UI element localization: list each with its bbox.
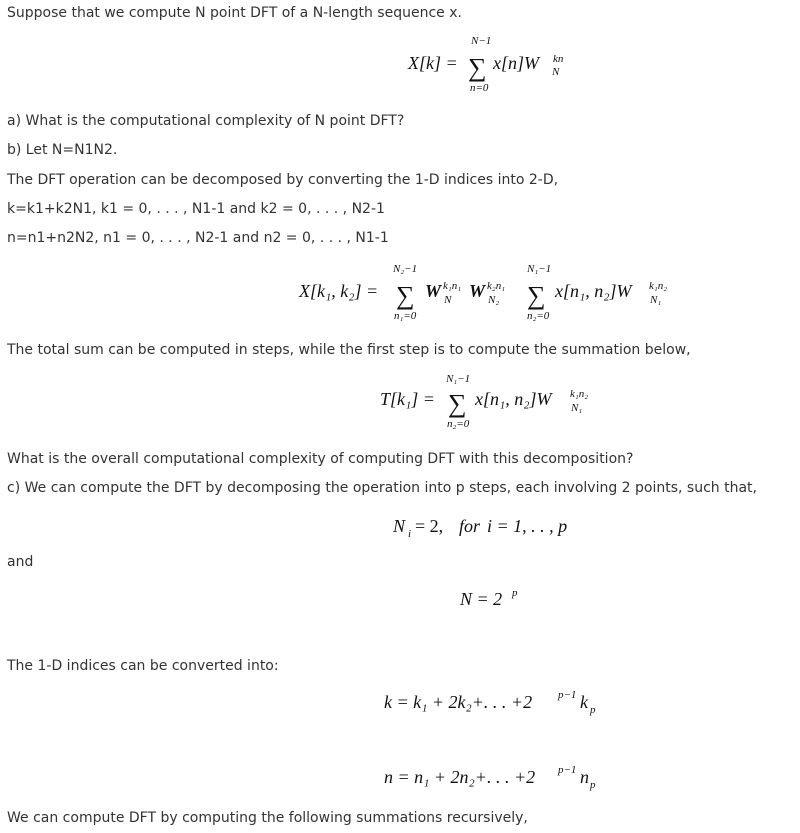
eq2-sigma1: ∑	[396, 281, 415, 310]
question-c: c) We can compute the DFT by decomposing the operation into p steps, each involving 2 points, such that,	[7, 480, 757, 496]
steps-text: The total sum can be computed in steps, while the first step is to compute the summation below,	[7, 342, 691, 358]
index-conversion-text: The 1-D indices can be converted into:	[7, 658, 279, 674]
eq1-sigma: ∑	[468, 53, 487, 82]
eq4-eq: = 2,	[415, 516, 444, 536]
k-binary-equation	[384, 688, 624, 727]
eq6-text: k = k₁ + 2k₂+. . . +2	[384, 692, 533, 712]
eq2-w1: W	[425, 281, 442, 301]
eq7-np: n	[580, 767, 589, 787]
complexity-question: What is the overall computational complexity of computing DFT with this decomposition?	[7, 451, 634, 467]
n-binary-equation	[384, 763, 624, 802]
first-step-equation	[380, 372, 620, 439]
eq6-kp-sub: p	[590, 704, 596, 716]
k-index-definition: k=k1+k2N1, k1 = 0, . . . , N1-1 and k2 = 0, . . . , N2-1	[7, 201, 385, 217]
eq2-w1-sub: N	[444, 294, 452, 306]
eq2-term-exp: k₁n₂	[649, 280, 668, 292]
eq2-sum1-lower: n₁=0	[394, 310, 417, 322]
eq1-term: x[n]W	[493, 53, 539, 73]
eq3-sub: N₁	[571, 402, 583, 414]
question-a: a) What is the computational complexity of N point DFT?	[7, 113, 405, 129]
eq3-sigma: ∑	[448, 389, 467, 418]
eq2-w1-exp: k₁n₁	[443, 280, 462, 292]
eq7-text: n = n₁ + 2n₂+. . . +2	[384, 767, 536, 787]
eq1-sum-lower: n=0	[470, 82, 489, 94]
eq3-term: x[n₁, n₂]W	[475, 389, 552, 409]
eq2-term-sub: N₁	[650, 294, 662, 306]
intro-text: Suppose that we compute N point DFT of a N-length sequence x.	[7, 5, 462, 21]
eq4-n: N	[393, 516, 406, 536]
question-b: b) Let N=N1N2.	[7, 142, 118, 158]
recursive-text: We can compute DFT by computing the following summations recursively,	[7, 810, 528, 826]
eq2-lhs: X[k₁, k₂] =	[299, 281, 379, 301]
dft-equation	[408, 36, 588, 101]
eq4-range: i = 1, . . , p	[487, 516, 568, 536]
eq2-sum2-lower: n₂=0	[527, 310, 550, 322]
eq3-sum-upper: N₁−1	[446, 373, 471, 385]
eq5-exp: p	[512, 587, 518, 599]
eq4-n-sub: i	[408, 528, 412, 540]
eq1-sum-upper: N−1	[471, 35, 492, 47]
n-index-definition: n=n1+n2N2, n1 = 0, . . . , N2-1 and n2 = 0, . . . , N1-1	[7, 230, 389, 246]
eq7-np-sub: p	[590, 779, 596, 791]
eq3-exp: k₁n₂	[570, 388, 589, 400]
eq3-lhs: T[k₁] =	[380, 389, 435, 409]
ni-condition-equation	[393, 512, 613, 547]
eq1-sub: N	[552, 66, 560, 78]
eq7-exp: p−1	[558, 764, 577, 776]
n-power-equation	[460, 585, 540, 620]
eq1-exp: kn	[553, 53, 564, 65]
eq4-for: for	[459, 516, 481, 536]
eq2-sigma2: ∑	[527, 281, 546, 310]
eq2-w2-sub: N₂	[488, 294, 500, 306]
eq1-lhs: X[k] =	[408, 53, 458, 73]
eq3-sum-lower: n₂=0	[447, 418, 470, 430]
decomposition-text: The DFT operation can be decomposed by converting the 1-D indices into 2-D,	[7, 172, 559, 188]
eq6-kp: k	[580, 692, 588, 712]
decomposed-dft-equation	[299, 262, 719, 331]
eq2-sum1-upper: N₂−1	[393, 263, 418, 275]
and-text: and	[7, 554, 34, 570]
eq2-w2-exp: k₂n₁	[487, 280, 506, 292]
eq6-exp: p−1	[558, 689, 577, 701]
eq5-text: N = 2	[460, 589, 503, 609]
eq2-term: x[n₁, n₂]W	[555, 281, 632, 301]
eq2-sum2-upper: N₁−1	[527, 263, 552, 275]
eq2-w2: W	[469, 281, 486, 301]
